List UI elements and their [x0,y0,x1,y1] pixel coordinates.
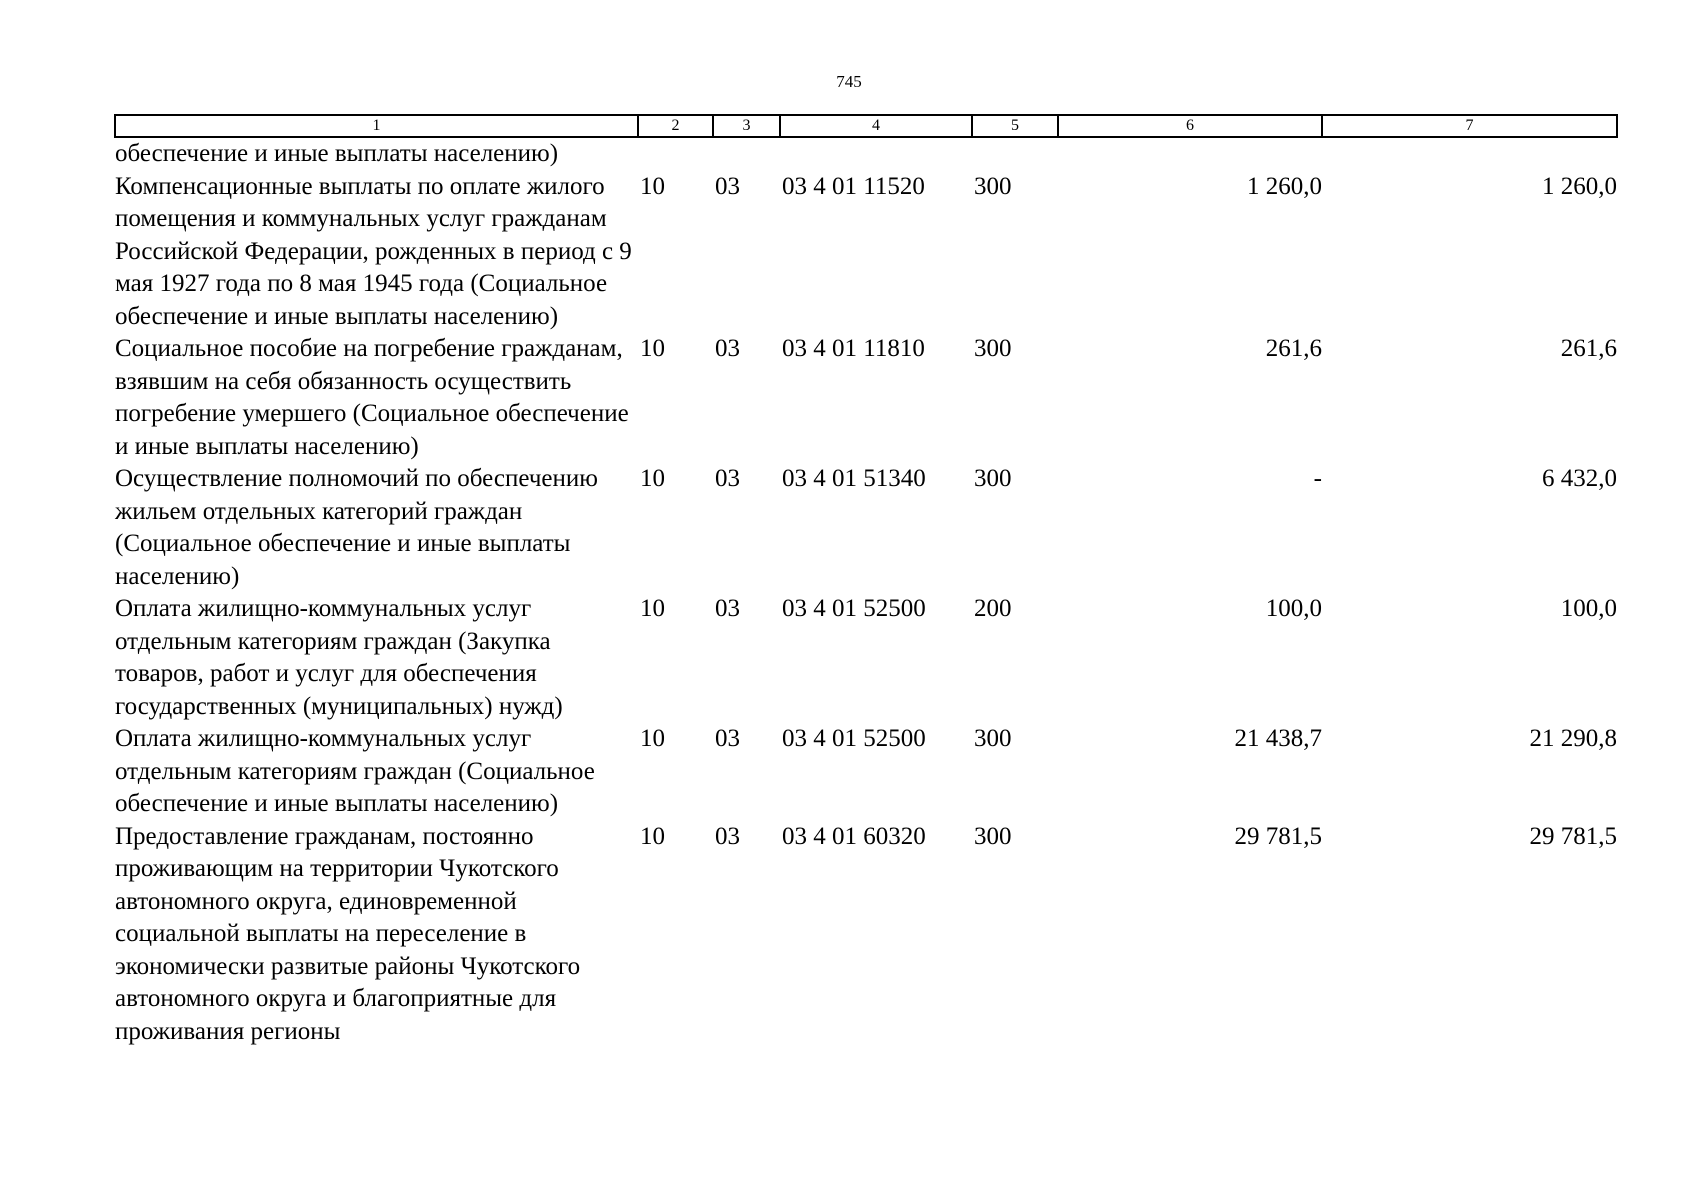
subsection-code: 03 [715,595,740,622]
expense-name: Оплата жилищно-коммунальных услуг отдельным категориям граждан (Социальное обеспечение и иные выплаты населению) [115,725,595,817]
section-code: 10 [640,465,665,492]
column-number-row [115,115,1617,137]
section-code: 10 [640,172,665,200]
table-row [115,463,1617,593]
column-number: 6 [1058,115,1322,137]
table-row [115,333,1617,463]
expense-type-code: 300 [974,725,1012,752]
expense-type-code: 300 [974,172,1012,200]
budget-table [114,114,1618,1048]
column-number: 4 [780,115,972,137]
expense-name: Социальное пособие на погребение гражданам, взявшим на себя обязанность осуществить погребение умершего (Социальное обеспечение и иные выплаты населению) [115,335,629,460]
continued-row [115,137,1617,171]
amount-column-7: 29 781,5 [1529,822,1617,850]
section-code: 10 [640,822,665,850]
target-article-code: 03 4 01 52500 [782,725,926,752]
expense-name: Компенсационные выплаты по оплате жилого помещения и коммунальных услуг гражданам Российской Федерации, рожденных в период с 9 мая 1927 года по 8 мая 1945 года (Социальное обеспечение и иные выплаты населению) [115,172,632,330]
budget-table-container [114,114,1616,1048]
table-body [115,137,1617,1048]
column-number: 3 [713,115,780,137]
target-article-code: 03 4 01 52500 [782,595,926,622]
expense-type-code: 200 [974,595,1012,622]
target-article-code: 03 4 01 60320 [782,822,926,850]
column-number: 5 [972,115,1058,137]
amount-column-6: 100,0 [1265,595,1322,622]
subsection-code: 03 [715,465,740,492]
expense-name: Оплата жилищно-коммунальных услуг отдельным категориям граждан (Закупка товаров, работ и услуг для обеспечения государственных (муниципальных) нужд) [115,595,563,720]
section-code: 10 [640,595,665,622]
expense-type-code: 300 [974,335,1012,362]
target-article-code: 03 4 01 51340 [782,465,926,492]
amount-column-7: 261,6 [1560,335,1617,362]
expense-name: Предоставление гражданам, постоянно проживающим на территории Чукотского автономного округа, единовременной социальной выплаты на переселение в экономически развитые районы Чукотского автономного округа и благоприятные для проживания регионы [115,822,581,1045]
amount-column-6: 261,6 [1265,335,1322,362]
amount-column-7: 21 290,8 [1529,725,1617,752]
expense-name: Осуществление полномочий по обеспечению жильем отдельных категорий граждан (Социальное обеспечение и иные выплаты населению) [115,465,598,590]
section-code: 10 [640,335,665,362]
subsection-code: 03 [715,335,740,362]
amount-column-7: 1 260,0 [1542,172,1617,200]
amount-column-6: - [1313,465,1322,492]
amount-column-7: 100,0 [1560,595,1617,622]
amount-column-7: 6 432,0 [1542,465,1617,492]
amount-column-6: 21 438,7 [1234,725,1322,752]
column-number: 2 [638,115,713,137]
subsection-code: 03 [715,725,740,752]
subsection-code: 03 [715,172,740,200]
table-row [115,593,1617,723]
expense-type-code: 300 [974,465,1012,492]
page-number: 745 [836,72,862,91]
column-number: 1 [115,115,638,137]
expense-type-code: 300 [974,822,1012,850]
table-row [115,821,1617,1049]
column-number: 7 [1322,115,1617,137]
table-row [115,171,1617,334]
amount-column-6: 1 260,0 [1247,172,1322,200]
amount-column-6: 29 781,5 [1234,822,1322,850]
target-article-code: 03 4 01 11810 [782,335,925,362]
section-code: 10 [640,725,665,752]
target-article-code: 03 4 01 11520 [782,172,925,200]
subsection-code: 03 [715,822,740,850]
continued-text: обеспечение и иные выплаты населению) [115,140,559,167]
table-row [115,723,1617,821]
